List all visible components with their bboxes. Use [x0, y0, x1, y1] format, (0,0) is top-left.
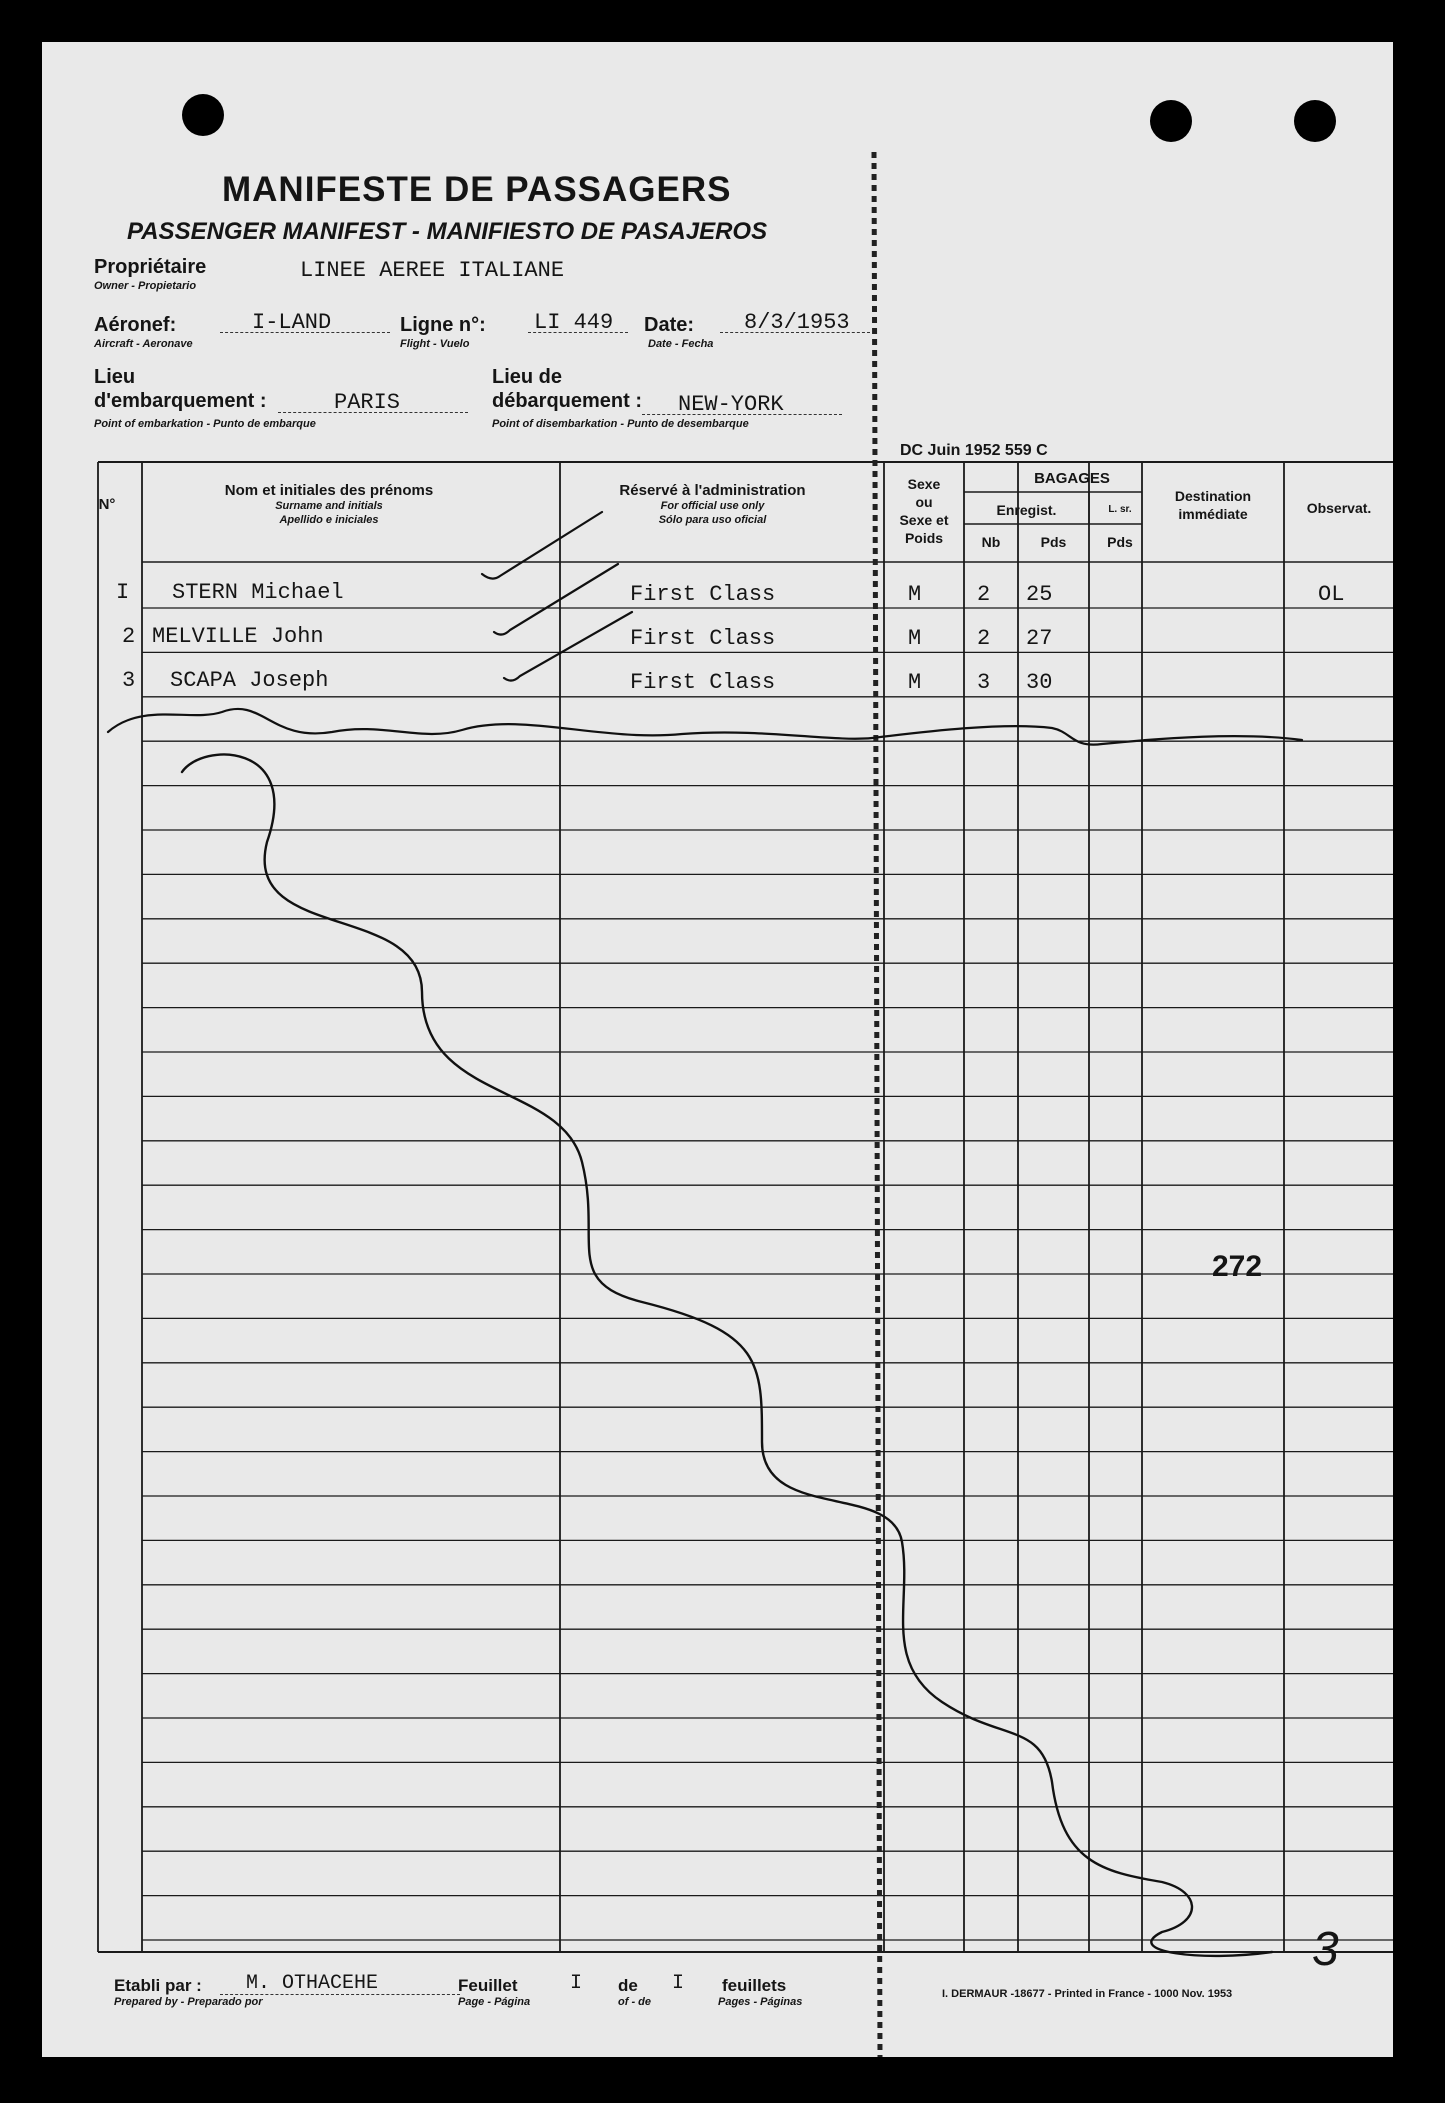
row-1-observ: OL	[1318, 582, 1345, 607]
form-code: DC Juin 1952 559 C	[900, 442, 1048, 459]
row-1-pds: 25	[1026, 582, 1053, 607]
row-2-pds: 27	[1026, 626, 1053, 651]
owner-label: Propriétaire	[94, 256, 207, 278]
row-2-sex: M	[908, 626, 922, 651]
manifest-sheet	[42, 42, 1393, 2057]
flight-value: LI 449	[534, 310, 614, 335]
embarkation-label-1: Lieu	[94, 366, 136, 388]
embarkation-sublabel: Point of embarkation - Punto de embarque	[94, 418, 316, 430]
prepared-sublabel: Prepared by - Preparado por	[114, 1996, 263, 2008]
row-3-class: First Class	[630, 670, 776, 695]
printer-line: I. DERMAUR -18677 - Printed in France - 1000 Nov. 1953	[942, 1988, 1233, 2000]
header-destination-2: immédiate	[1178, 506, 1248, 522]
owner-sublabel: Owner - Propietario	[94, 280, 197, 292]
header-admin-es: Sólo para uso oficial	[658, 514, 767, 526]
disembarkation-label-1: Lieu de	[492, 366, 563, 388]
header-sex-et: Sexe et	[899, 512, 949, 528]
row-3-sex: M	[908, 670, 922, 695]
aircraft-label: Aéronef:	[94, 314, 177, 336]
owner-value: LINEE AEREE ITALIANE	[300, 258, 565, 283]
page-subtitle: PASSENGER MANIFEST - MANIFIESTO DE PASAJEROS	[127, 218, 768, 245]
header-admin-en: For official use only	[660, 500, 765, 512]
pages-sublabel: Pages - Páginas	[718, 1996, 803, 2008]
header-destination: Destination	[1174, 488, 1252, 504]
sheet-value: I	[570, 1972, 583, 1995]
prepared-value: M. OTHACEHE	[246, 1972, 379, 1995]
header-name-en: Surname and initials	[275, 500, 383, 512]
page-sublabel: Page - Página	[458, 1996, 531, 2008]
header-sex-poids: Poids	[904, 530, 944, 546]
strike-line	[108, 709, 1302, 745]
header-pds-2: Pds	[1107, 534, 1133, 550]
handwriting-overlay	[42, 42, 1393, 2057]
row-2-name: MELVILLE John	[152, 624, 324, 649]
aircraft-sublabel: Aircraft - Aeronave	[94, 338, 193, 350]
sheets-label: feuillets	[722, 1976, 787, 1995]
row-3-pds: 30	[1026, 670, 1053, 695]
row-1-class: First Class	[630, 582, 776, 607]
row-1-name: STERN Michael	[172, 580, 344, 605]
row-2-nb: 2	[977, 626, 991, 651]
row-3-no: 3	[122, 668, 136, 693]
header-name: Nom et initiales des prénoms	[224, 482, 434, 499]
embarkation-value: PARIS	[334, 390, 401, 415]
row-1-no: I	[116, 580, 130, 605]
date-value: 8/3/1953	[744, 310, 850, 335]
header-sex-ou: ou	[915, 494, 933, 510]
row-2-no: 2	[122, 624, 136, 649]
disembarkation-value: NEW-YORK	[678, 392, 784, 417]
strike-squiggle	[182, 755, 1272, 1956]
header-no: N°	[98, 496, 116, 513]
row-1-nb: 2	[977, 582, 991, 607]
row-3-nb: 3	[977, 670, 991, 695]
disembarkation-label-2: débarquement :	[492, 390, 643, 412]
aircraft-value: I-LAND	[252, 310, 332, 335]
sheet-label: Feuillet	[458, 1976, 518, 1995]
of-label: de	[618, 1976, 638, 1995]
row-2-class: First Class	[630, 626, 776, 651]
of-value: I	[672, 1972, 685, 1995]
handwritten-mark: 3	[1312, 1923, 1339, 1976]
check-mark	[494, 564, 618, 635]
row-1-sex: M	[908, 582, 922, 607]
header-lsr: L. sr.	[1108, 504, 1132, 515]
row-3-name: SCAPA Joseph	[170, 668, 329, 693]
flight-label: Ligne n°:	[400, 314, 486, 336]
stamp-number: 272	[1212, 1250, 1263, 1283]
of-sublabel: of - de	[618, 1996, 651, 2008]
check-mark	[482, 512, 602, 579]
header-enregist: Enregist.	[996, 502, 1057, 518]
disembarkation-sublabel: Point of disembarkation - Punto de desembarque	[492, 418, 749, 430]
prepared-label: Etabli par :	[114, 1976, 202, 1995]
header-bagages: BAGAGES	[1034, 470, 1110, 487]
flight-sublabel: Flight - Vuelo	[400, 338, 470, 350]
header-sex: Sexe	[907, 476, 941, 492]
embarkation-label-2: d'embarquement :	[94, 390, 267, 412]
header-nb: Nb	[981, 534, 1001, 550]
header-name-es: Apellido e iniciales	[279, 514, 379, 526]
header-observ: Observat.	[1306, 500, 1372, 516]
header-admin: Réservé à l'administration	[619, 482, 806, 499]
date-sublabel: Date - Fecha	[648, 338, 714, 350]
header-pds: Pds	[1040, 534, 1067, 550]
date-label: Date:	[644, 314, 695, 336]
page-title: MANIFESTE DE PASSAGERS	[222, 170, 732, 209]
